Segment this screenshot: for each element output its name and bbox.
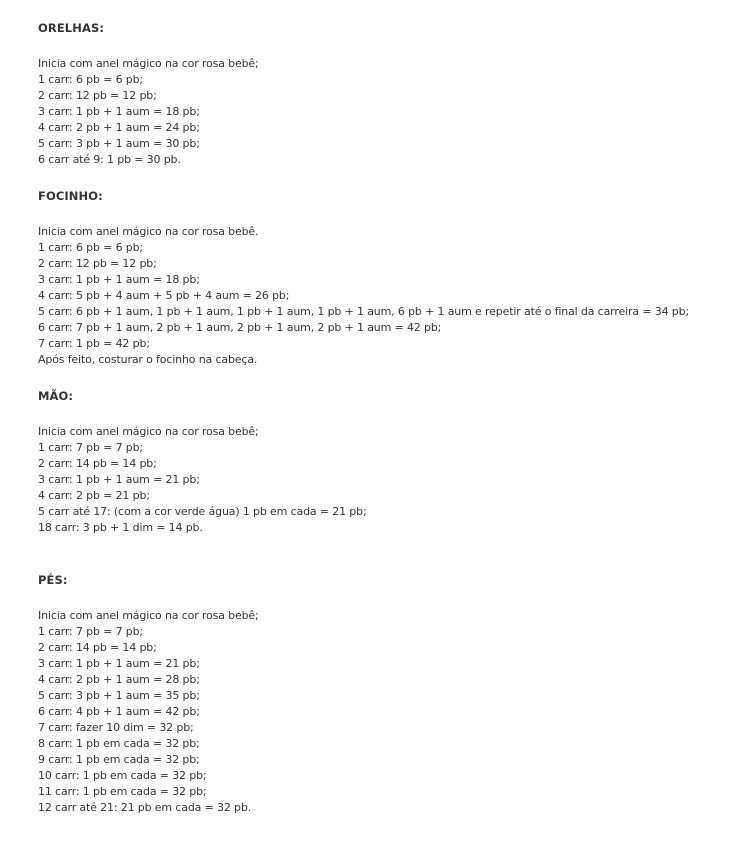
instruction-line: 4 carr: 5 pb + 4 aum + 5 pb + 4 aum = 26 pb; <box>38 289 290 302</box>
instruction-line: 5 carr: 3 pb + 1 aum = 35 pb; <box>38 689 200 702</box>
section-pes <box>38 572 738 816</box>
instruction-line: 2 carr: 12 pb = 12 pb; <box>38 257 157 270</box>
instruction-line: 8 carr: 1 pb em cada = 32 pb; <box>38 737 200 750</box>
instruction-line: 4 carr: 2 pb = 21 pb; <box>38 489 150 502</box>
instruction-line: 11 carr: 1 pb em cada = 32 pb; <box>38 785 207 798</box>
article-content <box>38 20 738 816</box>
instruction-line: 1 carr: 6 pb = 6 pb; <box>38 241 143 254</box>
section-orelhas <box>38 20 738 168</box>
section-title-mao: MÃO: <box>38 389 74 403</box>
instruction-line: 3 carr: 1 pb + 1 aum = 18 pb; <box>38 105 200 118</box>
instruction-line: 5 carr: 6 pb + 1 aum, 1 pb + 1 aum, 1 pb + 1 aum, 1 pb + 1 aum, 6 pb + 1 aum e repetir até o final da carreira = 34 pb; <box>38 305 689 318</box>
instruction-line: 12 carr até 21: 21 pb em cada = 32 pb. <box>38 801 252 814</box>
section-spacer <box>38 536 738 572</box>
instruction-line: Após feito, costurar o focinho na cabeça. <box>38 353 258 366</box>
instruction-line: 3 carr: 1 pb + 1 aum = 21 pb; <box>38 473 200 486</box>
instruction-line: 7 carr: 1 pb = 42 pb; <box>38 337 150 350</box>
instruction-line: 1 carr: 7 pb = 7 pb; <box>38 625 143 638</box>
instruction-line: 9 carr: 1 pb em cada = 32 pb; <box>38 753 200 766</box>
instruction-line: 5 carr: 3 pb + 1 aum = 30 pb; <box>38 137 200 150</box>
section-spacer <box>38 368 738 388</box>
instruction-line: Inicia com anel mágico na cor rosa bebê; <box>38 425 259 438</box>
instruction-line: 10 carr: 1 pb em cada = 32 pb; <box>38 769 207 782</box>
section-spacer <box>38 168 738 188</box>
instruction-line: 1 carr: 6 pb = 6 pb; <box>38 73 143 86</box>
instruction-line: 7 carr: fazer 10 dim = 32 pb; <box>38 721 194 734</box>
instruction-line: 3 carr: 1 pb + 1 aum = 18 pb; <box>38 273 200 286</box>
instruction-line: 5 carr até 17: (com a cor verde água) 1 pb em cada = 21 pb; <box>38 505 367 518</box>
instruction-line: 2 carr: 14 pb = 14 pb; <box>38 641 157 654</box>
instruction-line: Inicia com anel mágico na cor rosa bebê; <box>38 57 259 70</box>
instruction-line: 2 carr: 12 pb = 12 pb; <box>38 89 157 102</box>
instruction-line: 4 carr: 2 pb + 1 aum = 24 pb; <box>38 121 200 134</box>
instruction-line: Inicia com anel mágico na cor rosa bebê. <box>38 225 259 238</box>
instruction-line: 4 carr: 2 pb + 1 aum = 28 pb; <box>38 673 200 686</box>
instruction-line: 18 carr: 3 pb + 1 dim = 14 pb. <box>38 521 203 534</box>
section-focinho <box>38 188 738 368</box>
instruction-line: 6 carr: 4 pb + 1 aum = 42 pb; <box>38 705 200 718</box>
section-title-focinho: FOCINHO: <box>38 189 103 203</box>
section-title-pes: PÉS: <box>38 573 68 587</box>
instruction-line: 2 carr: 14 pb = 14 pb; <box>38 457 157 470</box>
instruction-line: 6 carr: 7 pb + 1 aum, 2 pb + 1 aum, 2 pb + 1 aum, 2 pb + 1 aum = 42 pb; <box>38 321 442 334</box>
instruction-line: 3 carr: 1 pb + 1 aum = 21 pb; <box>38 657 200 670</box>
section-title-orelhas: ORELHAS: <box>38 21 105 35</box>
section-mao <box>38 388 738 536</box>
instruction-line: Inicia com anel mágico na cor rosa bebê; <box>38 609 259 622</box>
instruction-line: 1 carr: 7 pb = 7 pb; <box>38 441 143 454</box>
instruction-line: 6 carr até 9: 1 pb = 30 pb. <box>38 153 181 166</box>
